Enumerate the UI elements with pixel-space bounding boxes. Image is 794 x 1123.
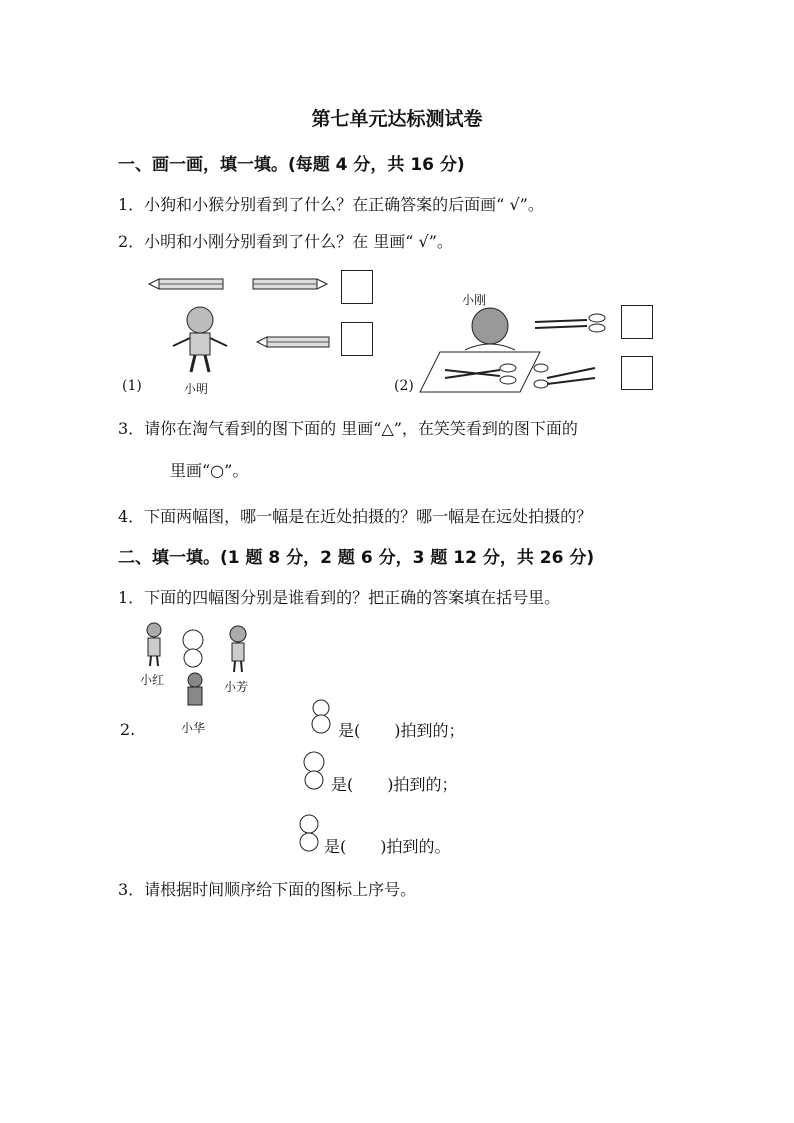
answer-box[interactable] [621,305,653,339]
s2-question-1: 1．下面的四幅图分别是谁看到的？把正确的答案填在括号里。 [118,588,561,607]
pencil-icon [149,279,223,289]
xiaohua-name: 小华 [181,721,206,735]
answer-prefix: 是( [338,721,361,740]
answer-suffix: )拍到的； [394,721,465,740]
answer-row-1 [338,718,465,741]
robot-view-icon [300,750,330,792]
part-2-label: (2) [394,378,414,394]
xiaogang-name: 小刚 [462,293,487,307]
robot-view-icon [309,698,335,738]
answer-suffix: )拍到的。 [380,837,451,856]
scissors-and-boy-illustration [415,300,620,395]
robot-view-icon [297,812,323,854]
s1-question-1: 1．小狗和小猴分别看到了什么？在正确答案的后面画“ √”。 [118,195,544,214]
answer-suffix: )拍到的； [387,775,458,794]
children-and-robot-illustration [140,620,260,720]
answer-prefix: 是( [324,837,347,856]
s2-question-3: 3．请根据时间顺序给下面的图标上序号。 [118,880,417,899]
answer-prefix: 是( [331,775,354,794]
xiaoming-name: 小明 [184,382,209,396]
page-title: 第七单元达标测试卷 [311,108,483,130]
part-1-label: (1) [122,378,142,394]
scissors-icon [534,364,595,388]
xiaohong-name: 小红 [140,673,165,687]
girl-xiaohong-figure [147,623,161,666]
answer-box[interactable] [621,356,653,390]
section-1-heading: 一、画一画，填一填。(每题 4 分，共 16 分) [118,155,465,175]
answer-box[interactable] [341,322,373,356]
boy-xiaogang-figure [465,308,515,350]
answer-box[interactable] [341,270,373,304]
s1-question-3-line-2: 里画“○”。 [170,461,249,480]
scissors-icon [535,314,605,332]
boy-xiaoming-figure [173,307,227,372]
section-2-heading: 二、填一填。(1 题 8 分，2 题 6 分，3 题 12 分，共 26 分) [118,548,595,568]
xiaofang-name: 小芳 [224,680,249,694]
s1-question-4: 4．下面两幅图，哪一幅是在近处拍摄的？哪一幅是在远处拍摄的？ [118,507,593,526]
pencil-icon [257,337,329,347]
answer-row-3 [324,834,451,857]
pencil-icon [253,279,327,289]
answer-row-2 [331,772,458,795]
girl-xiaofang-figure [230,626,246,672]
boy-xiaohua-figure [188,673,202,705]
s1-question-3-line-1: 3．请你在淘气看到的图下面的 里画“△”，在笑笑看到的图下面的 [118,419,578,438]
pencils-and-boy-illustration [145,270,345,390]
s1-question-2: 2．小明和小刚分别看到了什么？在 里画“ √”。 [118,232,453,251]
robot-figure [183,630,203,667]
s2-question-2-number: 2. [120,720,136,739]
